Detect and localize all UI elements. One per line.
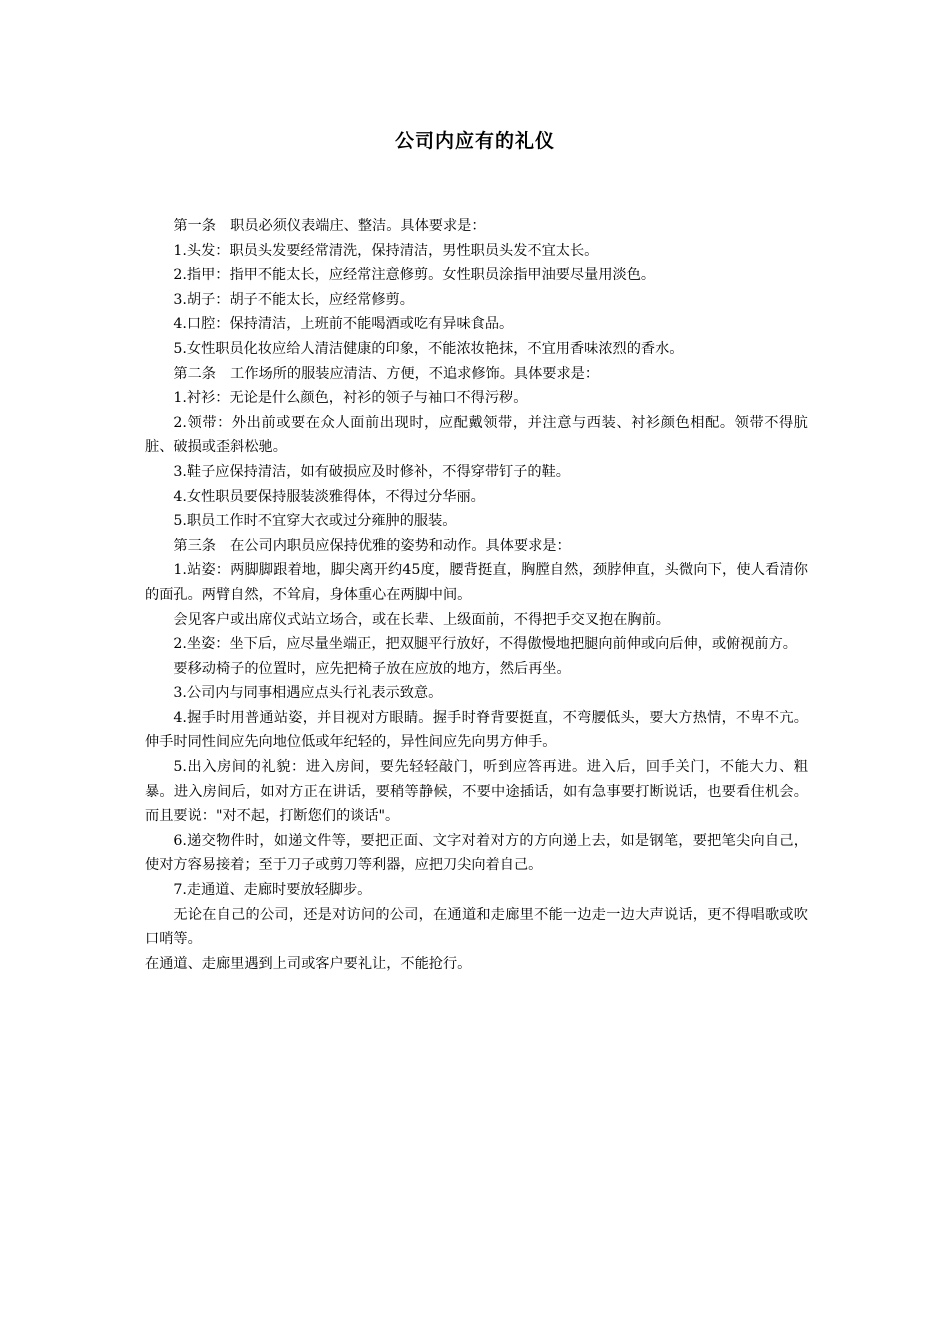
- paragraph: 2.指甲：指甲不能太长，应经常注意修剪。女性职员涂指甲油要尽量用淡色。: [173, 267, 656, 284]
- paragraph: 3.鞋子应保持清洁，如有破损应及时修补，不得穿带钉子的鞋。: [173, 463, 570, 480]
- article-2-heading: 第二条 工作场所的服装应清洁、方便，不追求修饰。具体要求是：: [173, 365, 600, 382]
- paragraph: 6.递交物件时，如递文件等，要把正面、文字对着对方的方向递上去，如是钢笔，要把笔尖向自己，使对方容易接着；至于刀子或剪刀等利器，应把刀尖向着自己。: [145, 832, 808, 874]
- paragraph: 3.公司内与同事相遇应点头行礼表示致意。: [173, 685, 443, 702]
- article-1-heading: 第一条 职员必须仪表端庄、整洁。具体要求是：: [173, 218, 486, 234]
- paragraph: 4.女性职员要保持服装淡雅得体，不得过分华丽。: [173, 488, 485, 505]
- paragraph: 7.走通道、走廊时要放轻脚步。: [173, 882, 372, 899]
- paragraph: 3.胡子：胡子不能太长，应经常修剪。: [173, 291, 414, 308]
- document-body: [145, 214, 808, 976]
- paragraph: 5.职员工作时不宜穿大衣或过分雍肿的服装。: [173, 513, 457, 530]
- paragraph: 4.握手时用普通站姿，并目视对方眼睛。握手时脊背要挺直，不弯腰低头，要大方热情，不卑不亢。伸手时同性间应先向地位低或年纪轻的，异性间应先向男方伸手。: [145, 709, 808, 751]
- paragraph: 5.出入房间的礼貌：进入房间，要先轻轻敲门，听到应答再进。进入后，回手关门，不能大力、粗暴。进入房间后，如对方正在讲话，要稍等静候，不要中途插话，如有急事要打断说话，也要看住机会。而且要说："对不起，打断您们的谈话"。: [145, 759, 808, 825]
- paragraph: 1.衬衫：无论是什么颜色，衬衫的领子与袖口不得污秽。: [173, 390, 528, 407]
- paragraph: 在通道、走廊里遇到上司或客户要礼让，不能抢行。: [145, 955, 472, 972]
- paragraph: 会见客户或出席仪式站立场合，或在长辈、上级面前，不得把手交叉抱在胸前。: [173, 611, 670, 628]
- paragraph: 4.口腔：保持清洁，上班前不能喝酒或吃有异味食品。: [173, 316, 514, 333]
- paragraph: 1.站姿：两脚脚跟着地，脚尖离开约45度，腰背挺直，胸膛自然，颈脖伸直，头微向下，使人看清你的面孔。两臂自然，不耸肩，身体重心在两脚中间。: [145, 562, 808, 603]
- paragraph: 2.坐姿：坐下后，应尽量坐端正，把双腿平行放好，不得傲慢地把腿向前伸或向后伸，或俯视前方。: [173, 636, 797, 653]
- paragraph: 5.女性职员化妆应给人清洁健康的印象，不能浓妆艳抹，不宜用香味浓烈的香水。: [173, 340, 684, 357]
- paragraph: 要移动椅子的位置时，应先把椅子放在应放的地方，然后再坐。: [173, 660, 571, 677]
- document-title: 公司内应有的礼仪: [394, 130, 555, 152]
- article-3-heading: 第三条 在公司内职员应保持优雅的姿势和动作。具体要求是：: [173, 537, 571, 554]
- paragraph: 1.头发：职员头发要经常清洗，保持清洁，男性职员头发不宜太长。: [173, 242, 599, 259]
- paragraph: 无论在自己的公司，还是对访问的公司，在通道和走廊里不能一边走一边大声说话，更不得唱歌或吹口哨等。: [145, 906, 808, 948]
- paragraph: 2.领带：外出前或要在众人面前出现时，应配戴领带，并注意与西装、衬衫颜色相配。领带不得肮脏、破损或歪斜松驰。: [145, 414, 808, 456]
